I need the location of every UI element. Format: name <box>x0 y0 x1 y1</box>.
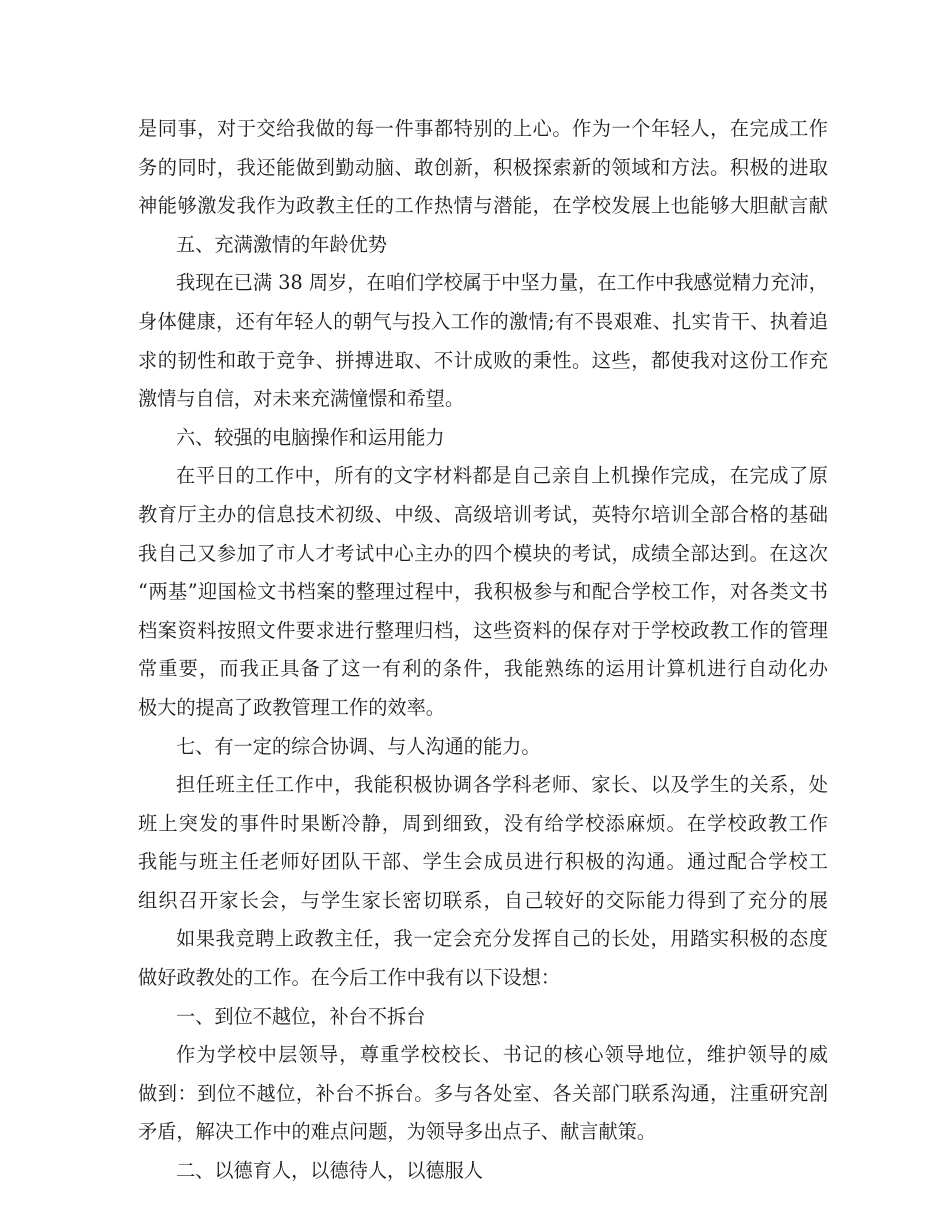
text-line: 班上突发的事件时果断冷静，周到细致，没有给学校添麻烦。在学校政教工作 <box>138 811 828 835</box>
text-line: 务的同时，我还能做到勤动脑、敢创新，积极探索新的领域和方法。积极的进取 <box>138 155 828 179</box>
text-line: 是同事，对于交给我做的每一件事都特别的上心。作为一个年轻人，在完成工作 <box>138 117 828 140</box>
text-line: 教育厅主办的信息技术初级、中级、高级培训考试，英特尔培训全部合格的基础 <box>138 502 828 526</box>
text-line: 做好政教处的工作。在今后工作中我有以下设想： <box>138 966 561 990</box>
text-line: “两基”迎国检文书档案的整理过程中，我积极参与和配合学校工作，对各类文书 <box>138 580 828 604</box>
text-line: 求的韧性和敢于竞争、拼搏进取、不计成败的秉性。这些，都使我对这份工作充 <box>138 348 828 372</box>
text-line: 极大的提高了政教管理工作的效率。 <box>138 695 445 719</box>
text-line: 常重要，而我正具备了这一有利的条件，我能熟练的运用计算机进行自动化办 <box>138 657 828 681</box>
document-body <box>138 110 828 1191</box>
text-line: 我现在已满 38 周岁，在咱们学校属于中坚力量，在工作中我感觉精力充沛， <box>176 271 828 295</box>
text-line: 一、到位不越位，补台不拆台 <box>176 1004 426 1028</box>
text-line: 六、较强的电脑操作和运用能力 <box>176 425 445 449</box>
text-line: 神能够激发我作为政教主任的工作热情与潜能，在学校发展上也能够大胆献言献 <box>138 194 828 218</box>
text-line: 我能与班主任老师好团队干部、学生会成员进行积极的沟通。通过配合学校工 <box>138 850 828 874</box>
text-line: 五、充满激情的年龄优势 <box>176 232 388 256</box>
text-line: 身体健康，还有年轻人的朝气与投入工作的激情;有不畏艰难、扎实肯干、执着追 <box>138 309 828 333</box>
text-line: 档案资料按照文件要求进行整理归档，这些资料的保存对于学校政教工作的管理 <box>138 618 828 642</box>
text-line: 在平日的工作中，所有的文字材料都是自己亲自上机操作完成，在完成了原 <box>176 464 828 488</box>
text-line: 担任班主任工作中，我能积极协调各学科老师、家长、以及学生的关系，处 <box>176 773 828 797</box>
text-line: 二、以德育人，以德待人，以德服人 <box>176 1159 483 1183</box>
text-line: 作为学校中层领导，尊重学校校长、书记的核心领导地位，维护领导的威 <box>176 1043 828 1067</box>
text-line: 我自己又参加了市人才考试中心主办的四个模块的考试，成绩全部达到。在这次 <box>138 541 828 565</box>
text-line: 如果我竞聘上政教主任，我一定会充分发挥自己的长处，用踏实积极的态度 <box>176 927 828 951</box>
text-line: 做到：到位不越位，补台不拆台。多与各处室、各关部门联系沟通，注重研究剖 <box>138 1081 828 1105</box>
text-line: 七、有一定的综合协调、与人沟通的能力。 <box>176 734 541 758</box>
text-line: 激情与自信，对未来充满憧憬和希望。 <box>138 387 465 411</box>
text-line: 矛盾，解决工作中的难点问题，为领导多出点子、献言献策。 <box>138 1120 657 1144</box>
text-line: 组织召开家长会，与学生家长密切联系，自己较好的交际能力得到了充分的展 <box>138 888 828 912</box>
